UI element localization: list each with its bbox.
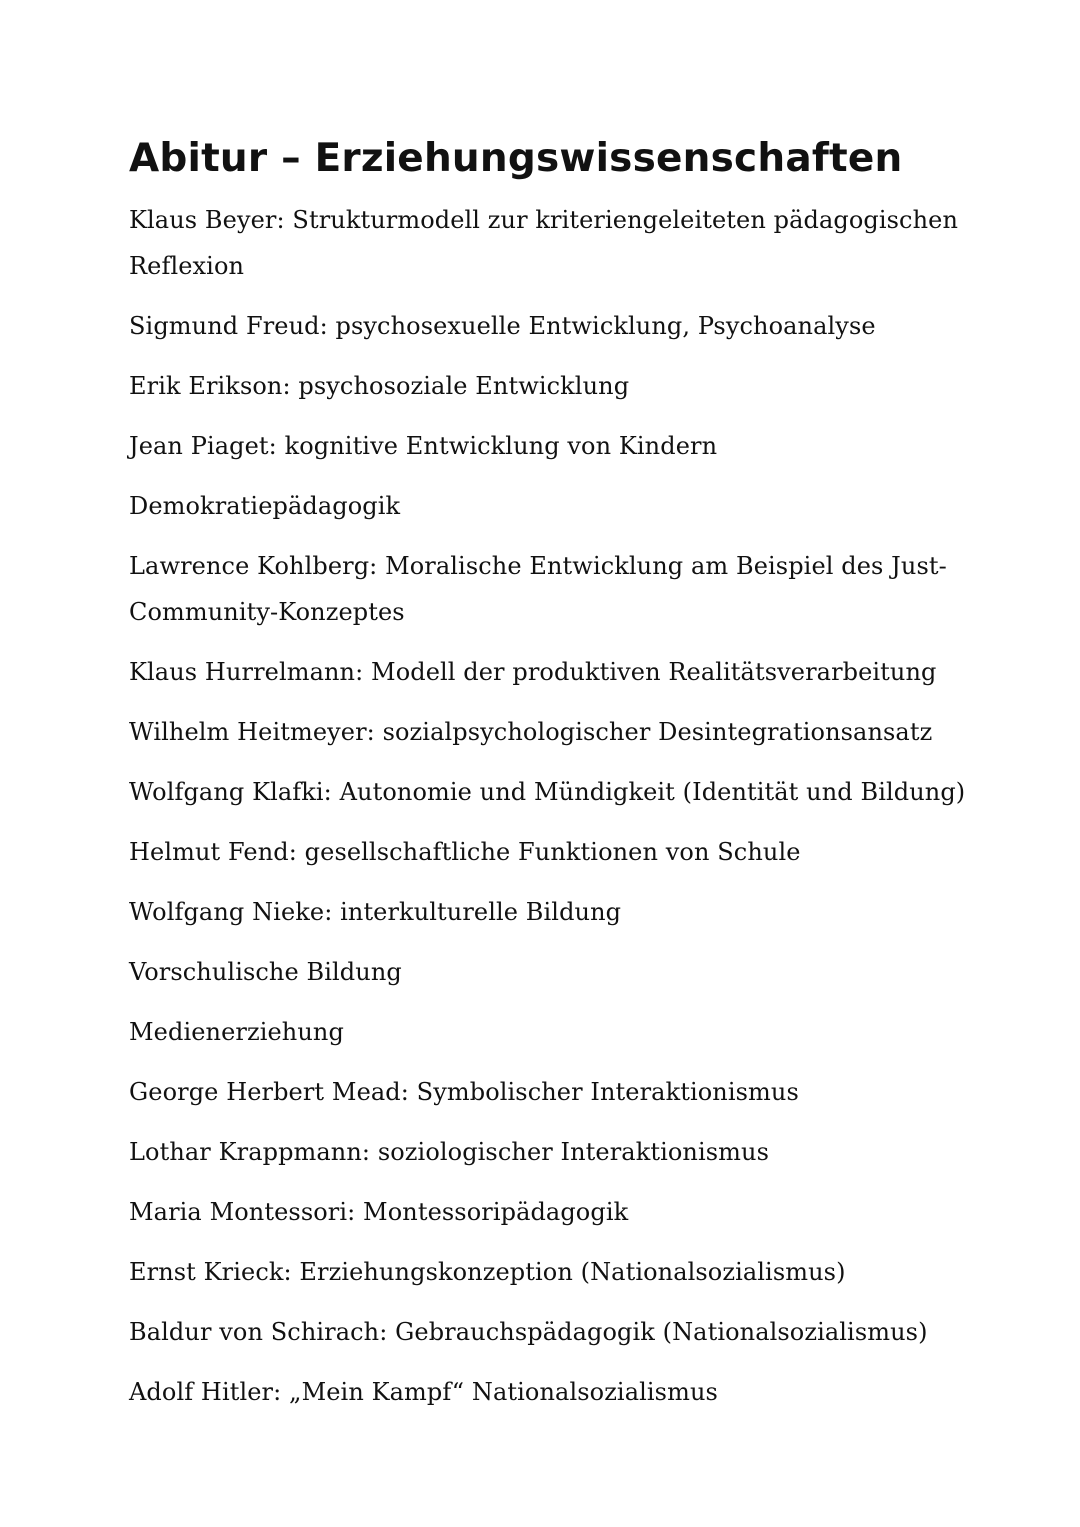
- topic-item: Demokratiepädagogik: [129, 492, 401, 520]
- topic-item: Klaus Hurrelmann: Modell der produktiven Realitätsverarbeitung: [129, 658, 937, 686]
- topic-item: Klaus Beyer: Strukturmodell zur kriteriengeleiteten pädagogischen Reflexion: [129, 206, 959, 280]
- topic-item: Wilhelm Heitmeyer: sozialpsychologischer Desintegrationsansatz: [129, 718, 933, 746]
- topic-item: Wolfgang Klafki: Autonomie und Mündigkeit (Identität und Bildung): [129, 778, 966, 806]
- topic-item: Maria Montessori: Montessoripädagogik: [129, 1198, 629, 1226]
- topic-item: Ernst Krieck: Erziehungskonzeption (Nationalsozialismus): [129, 1258, 846, 1286]
- topic-item: George Herbert Mead: Symbolischer Interaktionismus: [129, 1078, 799, 1106]
- topic-list: [129, 197, 989, 1429]
- topic-item: Wolfgang Nieke: interkulturelle Bildung: [129, 898, 622, 926]
- topic-item: Lawrence Kohlberg: Moralische Entwicklung am Beispiel des Just-Community-Konzeptes: [129, 552, 947, 626]
- topic-item: Helmut Fend: gesellschaftliche Funktionen von Schule: [129, 838, 801, 866]
- topic-item: Sigmund Freud: psychosexuelle Entwicklung, Psychoanalyse: [129, 312, 876, 340]
- topic-item: Erik Erikson: psychosoziale Entwicklung: [129, 372, 630, 400]
- document-title: Abitur – Erziehungswissenschaften: [129, 136, 903, 181]
- topic-item: Vorschulische Bildung: [129, 958, 402, 986]
- topic-item: Lothar Krappmann: soziologischer Interaktionismus: [129, 1138, 770, 1166]
- topic-item: Adolf Hitler: „Mein Kampf“ Nationalsozialismus: [129, 1378, 718, 1406]
- topic-item: Medienerziehung: [129, 1018, 344, 1046]
- topic-item: Baldur von Schirach: Gebrauchspädagogik (Nationalsozialismus): [129, 1318, 928, 1346]
- topic-item: Jean Piaget: kognitive Entwicklung von Kindern: [129, 432, 718, 460]
